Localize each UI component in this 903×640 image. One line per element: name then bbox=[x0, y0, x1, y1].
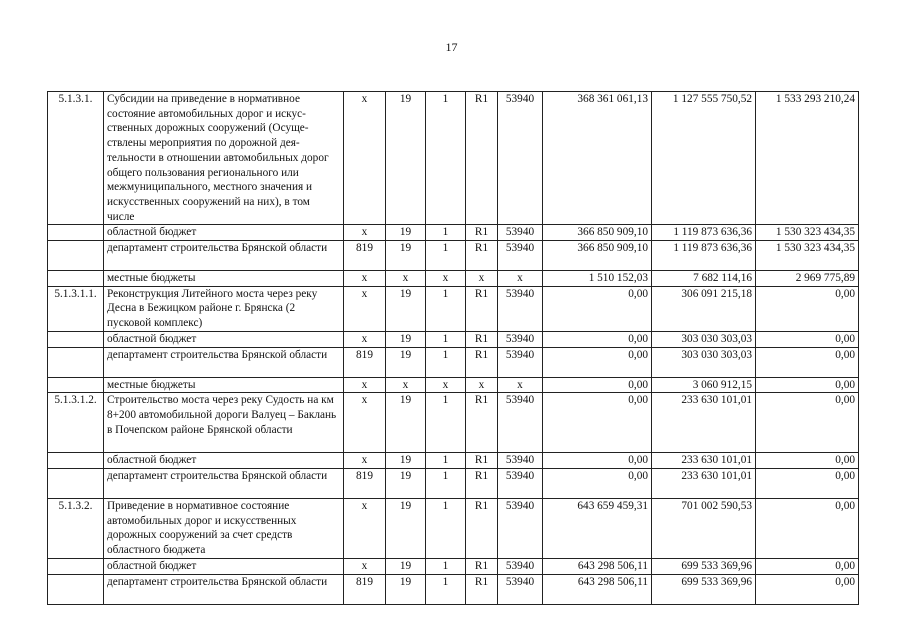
code-cell: R1 bbox=[466, 347, 498, 377]
table-row bbox=[48, 286, 859, 331]
amount-cell: 0,00 bbox=[756, 468, 859, 498]
table-row bbox=[48, 347, 859, 377]
row-number-cell bbox=[48, 225, 104, 241]
row-number-cell bbox=[48, 468, 104, 498]
code-cell: х bbox=[344, 453, 386, 469]
code-cell: 53940 bbox=[498, 453, 543, 469]
item-name-cell: областной бюджет bbox=[104, 331, 344, 347]
code-cell: 19 bbox=[386, 468, 426, 498]
code-cell: R1 bbox=[466, 558, 498, 574]
code-cell: 1 bbox=[426, 331, 466, 347]
row-number-cell bbox=[48, 377, 104, 393]
amount-cell: 1 119 873 636,36 bbox=[652, 225, 756, 241]
code-cell: 819 bbox=[344, 574, 386, 604]
amount-cell: 0,00 bbox=[543, 453, 652, 469]
table-row bbox=[48, 453, 859, 469]
code-cell: 19 bbox=[386, 347, 426, 377]
row-number-cell: 5.1.3.2. bbox=[48, 498, 104, 558]
code-cell: R1 bbox=[466, 286, 498, 331]
code-cell: 1 bbox=[426, 498, 466, 558]
code-cell: 53940 bbox=[498, 468, 543, 498]
amount-cell: 0,00 bbox=[543, 347, 652, 377]
amount-cell: 1 530 323 434,35 bbox=[756, 225, 859, 241]
budget-table bbox=[47, 91, 859, 605]
code-cell: 53940 bbox=[498, 558, 543, 574]
amount-cell: 1 119 873 636,36 bbox=[652, 241, 756, 271]
code-cell: R1 bbox=[466, 498, 498, 558]
code-cell: х bbox=[426, 271, 466, 287]
code-cell: 1 bbox=[426, 286, 466, 331]
code-cell: 19 bbox=[386, 393, 426, 453]
amount-cell: 233 630 101,01 bbox=[652, 393, 756, 453]
amount-cell: 1 510 152,03 bbox=[543, 271, 652, 287]
code-cell: 53940 bbox=[498, 347, 543, 377]
item-name-cell: местные бюджеты bbox=[104, 377, 344, 393]
code-cell: х bbox=[344, 393, 386, 453]
amount-cell: 1 533 293 210,24 bbox=[756, 92, 859, 225]
code-cell: х bbox=[386, 377, 426, 393]
code-cell: 53940 bbox=[498, 92, 543, 225]
amount-cell: 0,00 bbox=[756, 574, 859, 604]
row-number-cell bbox=[48, 574, 104, 604]
code-cell: 819 bbox=[344, 347, 386, 377]
amount-cell: 3 060 912,15 bbox=[652, 377, 756, 393]
amount-cell: 643 298 506,11 bbox=[543, 558, 652, 574]
code-cell: 53940 bbox=[498, 498, 543, 558]
amount-cell: 1 127 555 750,52 bbox=[652, 92, 756, 225]
code-cell: х bbox=[344, 92, 386, 225]
code-cell: 1 bbox=[426, 453, 466, 469]
code-cell: х bbox=[344, 331, 386, 347]
code-cell: R1 bbox=[466, 393, 498, 453]
code-cell: 19 bbox=[386, 453, 426, 469]
amount-cell: 699 533 369,96 bbox=[652, 574, 756, 604]
item-name-cell: Реконструкция Литейного моста через реку Десна в Бежицком районе г. Брянска (2 пусковой комплекс) bbox=[104, 286, 344, 331]
row-number-cell: 5.1.3.1.1. bbox=[48, 286, 104, 331]
code-cell: х bbox=[344, 558, 386, 574]
amount-cell: 0,00 bbox=[543, 331, 652, 347]
amount-cell: 643 659 459,31 bbox=[543, 498, 652, 558]
amount-cell: 233 630 101,01 bbox=[652, 453, 756, 469]
amount-cell: 0,00 bbox=[756, 498, 859, 558]
amount-cell: 0,00 bbox=[756, 558, 859, 574]
amount-cell: 366 850 909,10 bbox=[543, 225, 652, 241]
code-cell: 19 bbox=[386, 225, 426, 241]
item-name-cell: местные бюджеты bbox=[104, 271, 344, 287]
code-cell: х bbox=[466, 377, 498, 393]
amount-cell: 0,00 bbox=[756, 393, 859, 453]
code-cell: х bbox=[386, 271, 426, 287]
code-cell: 1 bbox=[426, 468, 466, 498]
amount-cell: 0,00 bbox=[756, 453, 859, 469]
row-number-cell bbox=[48, 271, 104, 287]
code-cell: х bbox=[344, 286, 386, 331]
code-cell: х bbox=[344, 377, 386, 393]
code-cell: R1 bbox=[466, 468, 498, 498]
amount-cell: 643 298 506,11 bbox=[543, 574, 652, 604]
item-name-cell: Строительство моста через реку Судость на км 8+200 автомобильной дороги Валуец – Баклань в Почепском районе Брянской области bbox=[104, 393, 344, 453]
amount-cell: 0,00 bbox=[543, 286, 652, 331]
item-name-cell: департамент строительства Брянской области bbox=[104, 574, 344, 604]
amount-cell: 7 682 114,16 bbox=[652, 271, 756, 287]
code-cell: 1 bbox=[426, 574, 466, 604]
row-number-cell bbox=[48, 347, 104, 377]
code-cell: 53940 bbox=[498, 574, 543, 604]
code-cell: R1 bbox=[466, 331, 498, 347]
code-cell: 1 bbox=[426, 225, 466, 241]
table-row bbox=[48, 241, 859, 271]
page-number: 17 bbox=[445, 40, 458, 54]
row-number-cell: 5.1.3.1. bbox=[48, 92, 104, 225]
table-row bbox=[48, 393, 859, 453]
amount-cell: 0,00 bbox=[756, 377, 859, 393]
amount-cell: 0,00 bbox=[543, 377, 652, 393]
item-name-cell: областной бюджет bbox=[104, 225, 344, 241]
amount-cell: 0,00 bbox=[543, 468, 652, 498]
row-number-cell bbox=[48, 558, 104, 574]
code-cell: 19 bbox=[386, 286, 426, 331]
code-cell: 1 bbox=[426, 393, 466, 453]
code-cell: 1 bbox=[426, 241, 466, 271]
item-name-cell: Субсидии на приведение в нормативное состояние автомобильных дорог и искус-ственных дорожных сооружений (Осуще-ствлены мероприятия по дорожной дея-тельности в отношении автомобильных дорог общего пользования регионального или межмуниципального, местного значения и искусственных сооружений на них), в том числе bbox=[104, 92, 344, 225]
item-name-cell: департамент строительства Брянской области bbox=[104, 347, 344, 377]
amount-cell: 303 030 303,03 bbox=[652, 331, 756, 347]
table-row bbox=[48, 558, 859, 574]
amount-cell: 0,00 bbox=[543, 393, 652, 453]
amount-cell: 306 091 215,18 bbox=[652, 286, 756, 331]
code-cell: 53940 bbox=[498, 241, 543, 271]
code-cell: х bbox=[344, 498, 386, 558]
table-body bbox=[48, 92, 859, 605]
code-cell: х bbox=[344, 271, 386, 287]
amount-cell: 0,00 bbox=[756, 331, 859, 347]
row-number-cell bbox=[48, 241, 104, 271]
amount-cell: 0,00 bbox=[756, 347, 859, 377]
code-cell: R1 bbox=[466, 574, 498, 604]
table-row bbox=[48, 271, 859, 287]
code-cell: 819 bbox=[344, 241, 386, 271]
code-cell: R1 bbox=[466, 241, 498, 271]
row-number-cell bbox=[48, 331, 104, 347]
code-cell: 53940 bbox=[498, 286, 543, 331]
code-cell: 1 bbox=[426, 347, 466, 377]
code-cell: х bbox=[498, 377, 543, 393]
code-cell: 1 bbox=[426, 92, 466, 225]
amount-cell: 699 533 369,96 bbox=[652, 558, 756, 574]
code-cell: 53940 bbox=[498, 331, 543, 347]
code-cell: 819 bbox=[344, 468, 386, 498]
table-row bbox=[48, 92, 859, 225]
row-number-cell: 5.1.3.1.2. bbox=[48, 393, 104, 453]
item-name-cell: областной бюджет bbox=[104, 558, 344, 574]
code-cell: х bbox=[498, 271, 543, 287]
code-cell: R1 bbox=[466, 92, 498, 225]
code-cell: R1 bbox=[466, 453, 498, 469]
item-name-cell: департамент строительства Брянской области bbox=[104, 241, 344, 271]
item-name-cell: департамент строительства Брянской области bbox=[104, 468, 344, 498]
table-row bbox=[48, 225, 859, 241]
item-name-cell: областной бюджет bbox=[104, 453, 344, 469]
amount-cell: 233 630 101,01 bbox=[652, 468, 756, 498]
amount-cell: 2 969 775,89 bbox=[756, 271, 859, 287]
code-cell: 19 bbox=[386, 558, 426, 574]
amount-cell: 701 002 590,53 bbox=[652, 498, 756, 558]
code-cell: х bbox=[344, 225, 386, 241]
code-cell: 19 bbox=[386, 331, 426, 347]
code-cell: 19 bbox=[386, 574, 426, 604]
code-cell: 53940 bbox=[498, 393, 543, 453]
row-number-cell bbox=[48, 453, 104, 469]
table-row bbox=[48, 574, 859, 604]
code-cell: х bbox=[466, 271, 498, 287]
code-cell: 19 bbox=[386, 241, 426, 271]
item-name-cell: Приведение в нормативное состояние автомобильных дорог и искусственных дорожных сооружений за счет средств областного бюджета bbox=[104, 498, 344, 558]
amount-cell: 303 030 303,03 bbox=[652, 347, 756, 377]
code-cell: 19 bbox=[386, 92, 426, 225]
amount-cell: 366 850 909,10 bbox=[543, 241, 652, 271]
table-row bbox=[48, 498, 859, 558]
table-row bbox=[48, 377, 859, 393]
amount-cell: 0,00 bbox=[756, 286, 859, 331]
table-row bbox=[48, 331, 859, 347]
code-cell: х bbox=[426, 377, 466, 393]
amount-cell: 1 530 323 434,35 bbox=[756, 241, 859, 271]
table-row bbox=[48, 468, 859, 498]
code-cell: 1 bbox=[426, 558, 466, 574]
code-cell: 19 bbox=[386, 498, 426, 558]
code-cell: 53940 bbox=[498, 225, 543, 241]
amount-cell: 368 361 061,13 bbox=[543, 92, 652, 225]
code-cell: R1 bbox=[466, 225, 498, 241]
